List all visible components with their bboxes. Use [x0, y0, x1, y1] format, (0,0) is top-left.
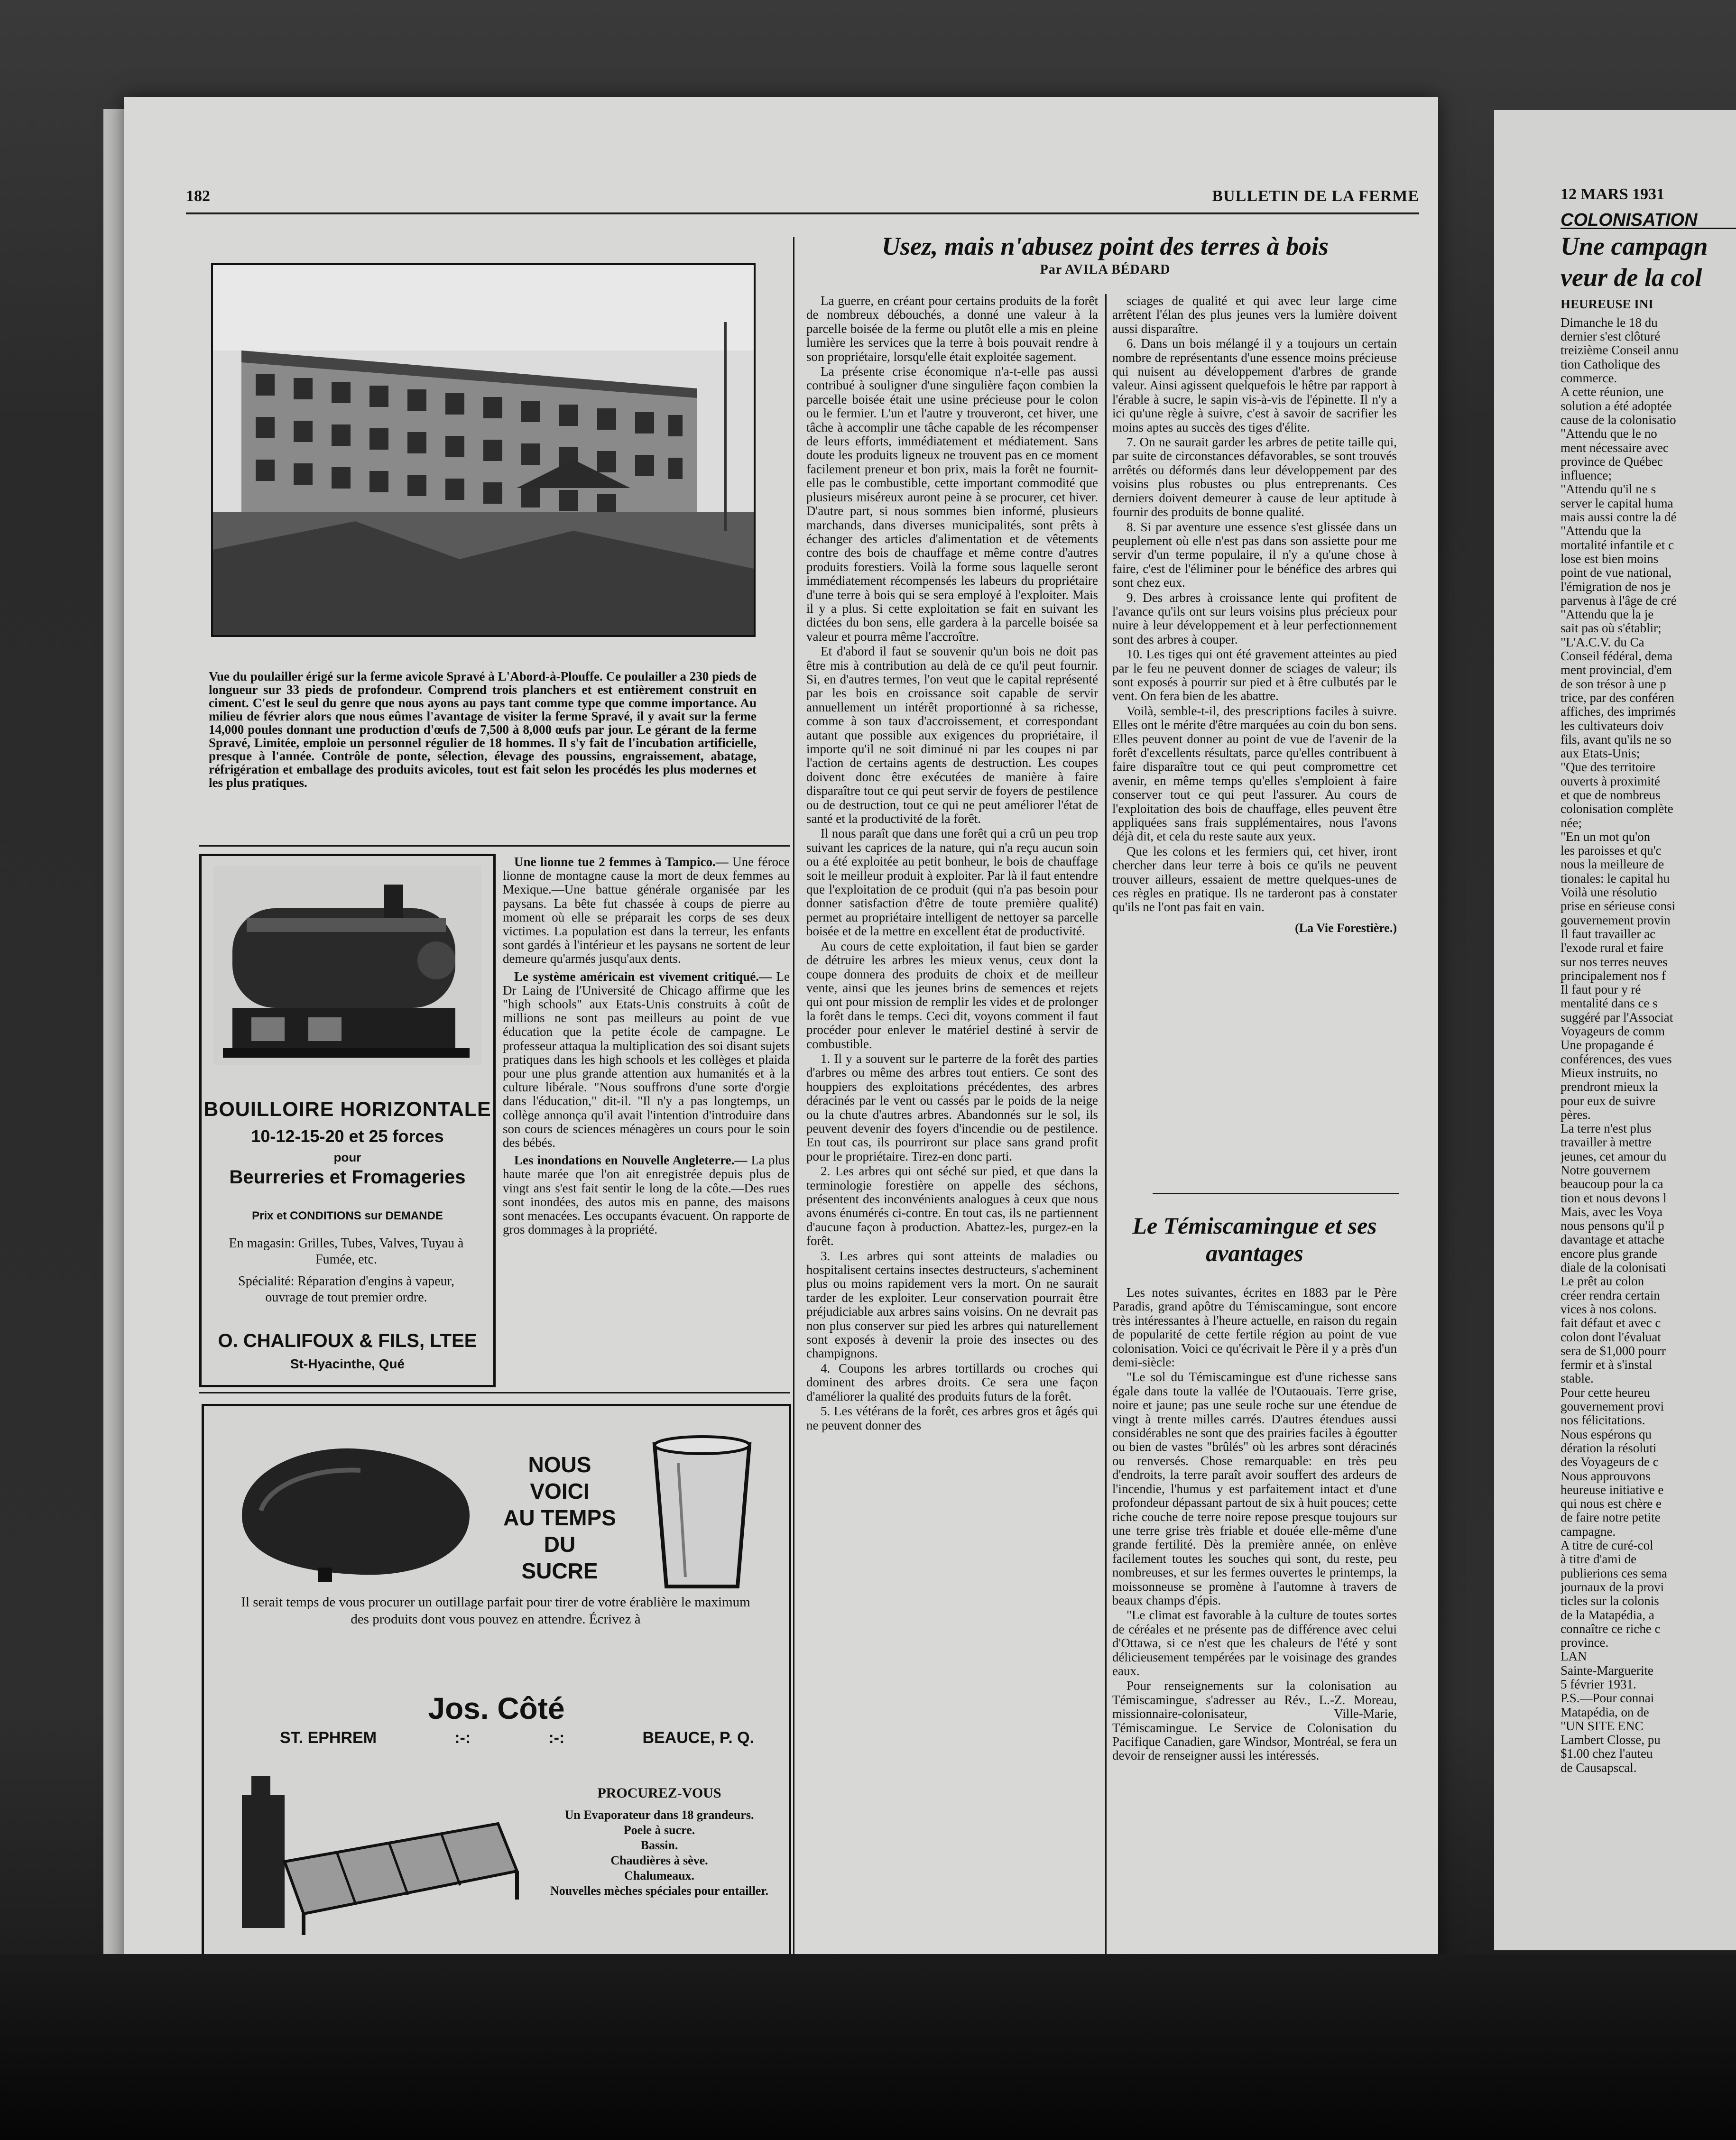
text-line: parvenus à l'âge de cré: [1561, 593, 1677, 608]
text-line: fermir et à s'instal: [1561, 1357, 1653, 1372]
text-line: qui nous est chère e: [1561, 1496, 1662, 1511]
facing-page-column: [1561, 187, 1736, 1775]
text-line: La terre n'est plus: [1561, 1121, 1652, 1136]
text-line: "Que des territoire: [1561, 760, 1655, 775]
ad-address: [280, 1729, 754, 1747]
ad-product-list: [545, 1786, 773, 1899]
page-number: 182: [186, 187, 210, 205]
evaporator-illustration: [232, 1776, 526, 1937]
paragraph: "Le climat est favorable à la culture de toutes sortes de céréales et ne présente pas de différence avec celui d'Ottawa, si ce n'est que les chaleurs de l'été y sont délicieusement tempérées par le voisinage des grandes eaux.: [1112, 1608, 1397, 1678]
ad-boiler-company: O. CHALIFOUX & FILS, LTEE: [218, 1330, 477, 1351]
text-line: A cette réunion, une: [1561, 385, 1664, 399]
text-line: journaux de la provi: [1561, 1579, 1664, 1594]
address-separator: :-:: [548, 1729, 565, 1747]
text-line: "En un mot qu'on: [1561, 829, 1651, 844]
text-line: nos félicitations.: [1561, 1413, 1645, 1428]
text-line: stable.: [1561, 1371, 1594, 1386]
product-item: Bassin.: [640, 1838, 678, 1852]
section-rule: [199, 1392, 790, 1393]
news-body: Le Dr Laing de l'Université de Chicago affirme que les "high schools" aux Etats-Unis construits à coût de millions ne sont pas meilleurs au point de vue éducation que la petite école de campagne. Le professeur attaqua la multiplication des soi disant sujets pratiques dans les high schools et les collèges et plaida pour une plus grande attention aux humanités et à la culture libérale. "Nous souffrons d'une sorte d'orgie dans l'éducation," dit-il. "Il n'y a pas longtemps, un collège annonça qu'il avait l'intention d'introduire dans son cours de sciences ménagères un cours pour le soin des bébés.: [503, 969, 790, 1150]
news-title: Une lionne tue 2 femmes à Tampico.—: [514, 855, 729, 869]
facing-page-headline: Une campagn: [1561, 231, 1708, 260]
paragraph: Au cours de cette exploitation, il faut bien se garder de détruire les arbres les mieux venus, ceux dont la coupe donnera des produits de choix et de meilleur vente, ainsi que les jeunes brins de semences et rejets qui ont pour mission de remplir les vides et de prolonger la forêt dans le temps. Ceci dit, voyons comment il faut procéder pour enlever le matériel destiné à servir de combustible.: [806, 939, 1098, 1051]
text-line: point de vue national,: [1561, 565, 1671, 580]
article-woodlot-col1: [806, 294, 1098, 1432]
text-line: à titre d'ami de: [1561, 1552, 1637, 1567]
text-line: Une propagande é: [1561, 1038, 1654, 1052]
text-line: dernier s'est clôturé: [1561, 329, 1661, 344]
text-line: 5 février 1931.: [1561, 1677, 1636, 1691]
article-woodlot-heading: [806, 232, 1404, 282]
sugar-pan-illustration: [232, 1435, 479, 1587]
text-line: colon dont l'évaluat: [1561, 1329, 1661, 1344]
paragraph: 6. Dans un bois mélangé il y a toujours un certain nombre de représentants d'une essence moins précieuse qui nuisent au développement d'arbres de grande valeur. Ainsi agissent quelquefois le hêtre par rapport à l'érable à sucre, le sapin vis-à-vis de l'épinette. Il n'y a ici qu'une règle à suivre, c'est à savoir de sacrifier les moins aptes au succès des tiges d'élite.: [1112, 336, 1397, 434]
text-line: et que de nombreus: [1561, 787, 1661, 802]
text-line: Il faut travailler ac: [1561, 926, 1656, 941]
text-line: aux Etats-Unis;: [1561, 746, 1640, 761]
text-line: Voilà une résolutio: [1561, 885, 1657, 900]
text-line: mentalité dans ce s: [1561, 996, 1658, 1011]
text-line: pères.: [1561, 1107, 1591, 1122]
paragraph: 4. Coupons les arbres tortillards ou croches qui dominent des arbres droits. Ce sera une façon d'améliorer la qualité des produits futurs de la forêt.: [806, 1361, 1098, 1403]
text-line: vices à nos colons.: [1561, 1301, 1657, 1316]
address-town: ST. EPHREM: [280, 1729, 377, 1747]
paragraph: Que les colons et les fermiers qui, cet hiver, iront chercher dans leur terre à bois ce qu'ils ne peuvent trouver ailleurs, essaient de mettre quelques-unes de ces règles en pratique. Ils ne tarderont pas à constater qu'ils ne l'ont pas fait en vain.: [1112, 844, 1397, 914]
facing-page-section: COLONISATION: [1561, 213, 1736, 229]
text-line: Nous espérons qu: [1561, 1427, 1652, 1441]
text-line: province de Québec: [1561, 454, 1663, 469]
text-line: beaucoup pour la ca: [1561, 1177, 1663, 1191]
text-line: Le prêt au colon: [1561, 1274, 1644, 1289]
text-line: encore plus grande: [1561, 1246, 1657, 1261]
ad-boiler-for: pour: [333, 1150, 361, 1164]
text-line: Notre gouvernem: [1561, 1163, 1651, 1177]
text-line: ticles sur la colonis: [1561, 1594, 1659, 1608]
product-item: Chaudières à sève.: [610, 1854, 708, 1867]
text-line: gouvernement provin: [1561, 913, 1671, 927]
slogan-line: SUCRE: [521, 1559, 598, 1583]
text-line: "Attendu que la je: [1561, 607, 1654, 622]
text-line: Dimanche le 18 du: [1561, 315, 1658, 330]
text-line: Mais, avec les Voya: [1561, 1204, 1662, 1219]
text-line: "UN SITE ENC: [1561, 1718, 1644, 1733]
news-body: La plus haute marée que l'on ait enregistrée depuis plus de vingt ans s'est fait sentir le long de la côte.—Des rues sont inondées, des autos mis en panne, des maisons sont menacées. Les occupants évacuent. On rapporte de gros dommages à la propriété.: [503, 1153, 790, 1237]
paragraph: 5. Les vétérans de la forêt, ces arbres gros et âgés qui ne peuvent donner des: [806, 1404, 1098, 1432]
text-line: de la Matapédia, a: [1561, 1607, 1654, 1622]
boiler-illustration: [213, 866, 481, 1065]
text-line: lose est bien moins: [1561, 551, 1659, 566]
paragraph: La présente crise économique n'a-t-elle pas aussi contribué à souligner d'une singulière façon combien la parcelle boisée était une usine précieuse pour le colon ou le fermier. L'un et l'autre y trouveront, cet hiver, une tâche à accomplir une tâche capable de les récompenser de leurs efforts, immédiatement et médiatement. Sans doute les produits ligneux ne trouvent pas en ce moment facilement preneur et bon prix, mais la forêt ne fournit-elle pas le combustible, cette important commodité que plusieurs miséreux auront peine à se procurer, cet hiver. D'autre part, si nous sommes bien informé, plusieurs marchands, dans diverses municipalités, sont prêts à échanger des articles d'alimentation et de vêtements contre des bois de chauffage et même contre d'autres produits forestiers. Voilà la forme sous laquelle seront immédiatement récompensés les labeurs du propriétaire d'une terre à bois qui se sera employé à l'exploiter. Mais il y a plus. Si cette exploitation se fait en suivant les dictées du bon sens, elle gardera à la parcelle boisée sa valeur et pourra même l'accroître.: [806, 364, 1098, 644]
text-line: treizième Conseil annu: [1561, 343, 1679, 358]
text-line: cause de la colonisatio: [1561, 412, 1676, 427]
paragraph: Il nous paraît que dans une forêt qui a crû un peu trop suivant les caprices de la nature, qui n'a reçu aucun soin ou a été exploitée au petit bonheur, le bois de chauffage soit le meilleur produit à exploiter. Par là il faut entendre que l'exploitation de ce produit (qui n'a pas besoin pour donner satisfaction d'être de toute première qualité) permet au propriétaire intelligent de nettoyer sa parcelle boisée et de la mettre en excellent état de productivité.: [806, 826, 1098, 939]
ad-boiler-target: Beurreries et Fromageries: [229, 1167, 466, 1188]
text-line: l'exode rural et faire: [1561, 941, 1663, 955]
ad-boiler-power: 10-12-15-20 et 25 forces: [251, 1126, 444, 1146]
product-list-title: PROCUREZ-VOUS: [597, 1785, 721, 1801]
paragraph: 10. Les tiges qui ont été gravement atteintes au pied par le feu ne peuvent donner de sciages de valeur; ils sont exposés à pourrir sur pied et à être culbutés par le vent. On fera bien de les abattre.: [1112, 647, 1397, 703]
address-region: BEAUCE, P. Q.: [642, 1729, 754, 1747]
header-rule: [186, 212, 1419, 214]
column-rule: [793, 237, 794, 1959]
text-line: $1.00 chez l'auteu: [1561, 1746, 1653, 1761]
text-line: tion Catholique des: [1561, 357, 1660, 371]
news-briefs: [503, 855, 790, 1236]
photo-caption: Vue du poulailler érigé sur la ferme avicole Spravé à L'Abord-à-Plouffe. Ce poulailler a 230 pieds de longueur sur 33 pieds de profondeur. Comprend trois planchers et est entièrement construit en ciment. C'est le seul du genre que nous ayons au pays tant comme type que comme importance. Au milieu de février alors que nous eûmes l'avantage de visiter la ferme Spravé, il y avait sur la ferme 14,000 poules donnant une production d'œufs de 7,500 à 8,000 œufs par jour. Le gérant de la ferme Spravé, Limitée, emploie un personnel régulier de 18 hommes. Il s'y fait de l'incubation artificielle, presque à l'année. Contrôle de ponte, sélection, élevage des poussins, engraissement, abatage, réfrigération et emballage des produits avicoles, tout est fait selon les procédés les plus modernes et les plus pratiques.: [209, 669, 757, 790]
article-temiscamingue-title: Le Témiscamingue et ses avantages: [1132, 1212, 1377, 1266]
text-line: de Causapscal.: [1561, 1760, 1637, 1775]
article-woodlot-col2: [1112, 294, 1397, 935]
text-line: publierions ces sema: [1561, 1566, 1667, 1580]
text-line: ouverts à proximité: [1561, 774, 1660, 788]
text-line: affiches, des imprimés: [1561, 704, 1676, 719]
text-line: A titre de curé-col: [1561, 1538, 1653, 1553]
text-line: dération la résoluti: [1561, 1440, 1657, 1455]
journal-title: BULLETIN DE LA FERME: [1212, 187, 1419, 205]
section-rule: [199, 845, 790, 847]
text-line: ment provincial, d'em: [1561, 663, 1672, 677]
text-line: Pour cette heureu: [1561, 1385, 1650, 1400]
slogan-line: DU: [544, 1532, 576, 1557]
text-line: heureuse initiative e: [1561, 1482, 1664, 1497]
text-line: trice, par des conféren: [1561, 690, 1674, 705]
paragraph: La guerre, en créant pour certains produits de la forêt de nombreux débouchés, a donné une valeur à la parcelle boisée de la ferme ou plutôt elle a mis en pleine lumière les services que la terre à bois pouvait rendre à son propriétaire, lorsqu'elle était exploitée sagement.: [806, 294, 1098, 364]
text-line: server le capital huma: [1561, 496, 1673, 510]
text-line: de son trésor à une p: [1561, 676, 1666, 691]
text-line: de faire notre petite: [1561, 1510, 1661, 1525]
paragraph: sciages de qualité et qui avec leur large cime arrêtent l'élan des plus jeunes vers la lumière doivent aussi disparaître.: [1112, 294, 1397, 336]
text-line: sait pas où s'établir;: [1561, 621, 1662, 636]
product-item: Poele à sucre.: [623, 1823, 695, 1837]
text-line: campagne.: [1561, 1524, 1616, 1539]
ad-boiler-title: BOUILLOIRE HORIZONTALE: [203, 1098, 491, 1121]
text-line: les paroisses et qu'c: [1561, 843, 1662, 858]
ad-slogan: [489, 1451, 631, 1584]
product-item: Nouvelles mèches spéciales pour entailler.: [550, 1884, 768, 1898]
text-line: tionales: le capital hu: [1561, 871, 1670, 886]
poultry-house-photo: [211, 263, 756, 637]
news-title: Les inondations en Nouvelle Angleterre.—: [514, 1153, 748, 1168]
ad-boiler-prices: Prix et CONDITIONS sur DEMANDE: [252, 1209, 443, 1222]
text-line: province.: [1561, 1635, 1609, 1650]
text-line: prendront mieux la: [1561, 1079, 1658, 1094]
text-line: l'émigration de nos je: [1561, 579, 1671, 594]
page-header: [186, 187, 1419, 211]
facing-page-date: 12 MARS 1931: [1561, 185, 1665, 203]
section-rule: [1153, 1193, 1399, 1194]
text-line: gouvernement provi: [1561, 1399, 1664, 1414]
paragraph: 2. Les arbres qui ont séché sur pied, et que dans la terminologie forestière on appelle des séchons, présentent des inconvénients analogues à ceux que nous avons énumérés ci-contre. En tout cas, ils ne partiennent d'aucune façon à production. Abattez-les, purgez-en la forêt.: [806, 1164, 1098, 1248]
text-line: "L'A.C.V. du Ca: [1561, 635, 1644, 649]
article-temiscamingue: [1112, 1212, 1397, 1763]
text-line: née;: [1561, 815, 1582, 830]
text-line: Nous approuvons: [1561, 1468, 1651, 1483]
slogan-line: AU TEMPS: [503, 1505, 616, 1530]
text-line: "Attendu que le no: [1561, 426, 1657, 441]
product-item: Chalumeaux.: [624, 1869, 695, 1882]
address-separator: :-:: [454, 1729, 471, 1747]
text-line: "Attendu que la: [1561, 524, 1641, 538]
text-line: prise en sérieuse consi: [1561, 899, 1676, 913]
slogan-line: NOUS: [528, 1452, 591, 1477]
text-line: travailler à mettre: [1561, 1135, 1652, 1150]
text-line: Il faut pour y ré: [1561, 982, 1641, 997]
text-line: tion et nous devons l: [1561, 1190, 1667, 1205]
text-line: mais aussi contre la dé: [1561, 510, 1677, 525]
paragraph: 1. Il y a souvent sur le parterre de la forêt des parties d'arbres ou même des arbres tout entiers. Ce sont des houppiers des exploitations précédentes, des arbres déracinés par le vent ou cassés par le poids de la neige ou la chute d'autres arbres. Abandonnés sur le sol, ils peuvent devenir des foyers d'incendie ou de pestilence. En tout cas, ils pourriront sur place sans grand profit pour le propriétaire. Tirez-en donc parti.: [806, 1051, 1098, 1163]
product-item: Un Evaporateur dans 18 grandeurs.: [564, 1808, 754, 1822]
news-body: Une féroce lionne de montagne cause la mort de deux femmes au Mexique.—Une battue générale organisée par les paysans. La bête fut chassée à coups de pierre au moment où elle se préparait les corps de ses deux victimes. La population est dans la terreur, les enfants sont gardés à l'intérieur et les paysans ne sortent de leur demeure qu'armés jusqu'aux dents.: [503, 855, 790, 966]
text-line: créer rendra certain: [1561, 1288, 1660, 1302]
text-line: influence;: [1561, 468, 1612, 483]
facing-page-headline: veur de la col: [1561, 263, 1702, 292]
paragraph: 7. On ne saurait garder les arbres de petite taille qui, par suite de circonstances défavorables, se sont trouvés arrêtés ou déformés dans leur développement par des voisins plus robustes ou plus entreprenants. Ces derniers doivent demeurer à cause de leur aptitude à fournir des produits de bonne qualité.: [1112, 435, 1397, 519]
text-line: les cultivateurs doiv: [1561, 718, 1664, 733]
text-line: mortalité infantile et c: [1561, 537, 1674, 552]
text-line: connaître ce riche c: [1561, 1621, 1661, 1636]
column-rule: [1105, 294, 1107, 1954]
text-line: ment nécessaire avec: [1561, 440, 1669, 455]
sap-bucket-illustration: [650, 1435, 754, 1591]
paragraph: 9. Des arbres à croissance lente qui profitent de l'avance qu'ils ont sur leurs voisins plus précieux pour nuire à leur développement et à leur perfectionnement sont des arbres à couper.: [1112, 590, 1397, 646]
maple-sugar-advertisement: [202, 1404, 791, 1964]
ad-boiler-stock: En magasin: Grilles, Tubes, Valves, Tuyau à Fumée, etc.: [229, 1236, 464, 1267]
ad-pitch: Il serait temps de vous procurer un outillage parfait pour tirer de votre érablière le maximum des produits dont vous pouvez en attendre. Écrivez à: [241, 1595, 750, 1627]
text-line: sur nos terres neuves: [1561, 954, 1668, 969]
text-line: nous pensons qu'il p: [1561, 1218, 1664, 1233]
news-title: Le système américain est vivement critiqué.—: [514, 969, 772, 984]
paragraph: Et d'abord il faut se souvenir qu'un bois ne doit pas être mis à contribution au delà de ce qu'il peut fournir. Si, en d'autres termes, l'on veut que le capital représenté par les bois en croissance soit capable de servir annuellement un intérêt proportionné à sa richesse, comme à son taux d'accroissement, et correspondant autant que possible aux exigences du propriétaire, il importe qu'il ne soit diminué ni par les coupes ni par l'action de certains agents de destruction. Les coupes doivent donc être exécutées de manière à faire disparaître tout ce qui peut servir de foyers de pestilence ou de destruction, tout ce qui ne peut améliorer l'état de santé et la productivité de la forêt.: [806, 644, 1098, 826]
text-line: conférences, des vues: [1561, 1052, 1672, 1066]
paragraph: "Le sol du Témiscamingue est d'une richesse sans égale dans toute la vallée de l'Outaouais. Terre grise, noire et jaune; pas une seule roche sur une étendue de vingt à trente milles carrés. D'autres étendues aussi considérables ne sont que des prairies faciles à égoutter ou bien de vastes "brûlés" où les arbres sont déracinés ou renversés. Chose remarquable: en très peu d'endroits, la terre paraît avoir souffert des ardeurs de l'incendie, l'humus y est parfaitement intact et d'une profondeur dépassant partout de six à huit pouces; cette riche couche de terre noire repose presque toujours sur une terre grise très friable et douée elle-même d'une grande fertilité. Dès la première année, on enlève facilement toutes les souches qui sont, du reste, peu nombreuses, et sur les fermes ouvertes le printemps, la moissonneuse se promène à l'automne à travers de beaux champs d'épis.: [1112, 1370, 1397, 1607]
paragraph: Voilà, semble-t-il, des prescriptions faciles à suivre. Elles ont le mérite d'être marquées au coin du bon sens. Elles peuvent donner au point de vue de l'avenir de la forêt d'excellents résultats, parce qu'elles contribuent à faire disparaître tout ce qui peut compromettre cet avenir, en même temps qu'elles s'emploient à faire conserver tout ce qui peut l'assurer. Au cours de l'exploitation des bois de chauffage, elles peuvent être appliquées sans frais supplémentaires, nous l'avons déjà dit, et cela du reste saute aux yeux.: [1112, 703, 1397, 844]
text-line: suggéré par l'Associat: [1561, 1010, 1673, 1024]
article-woodlot-title: Usez, mais n'abusez point des terres à bois: [881, 232, 1329, 260]
paragraph: 3. Les arbres qui sont atteints de maladies ou hospitalisent certains insectes destructeurs, s'acheminent plus ou moins rapidement vers la mort. On ne saurait tarder de les exploiter. Leur conservation pourrait être préjudiciable aux arbres sains voisins. On ne devrait pas non plus conserver sur pied les arbres qui naturellement sont exposés à devenir la proie des insectes ou des champignons.: [806, 1248, 1098, 1361]
text-line: fils, avant qu'ils ne so: [1561, 732, 1671, 747]
text-line: P.S.—Pour connai: [1561, 1691, 1654, 1706]
scan-bottom-shadow: [0, 1954, 1736, 2140]
text-line: solution a été adoptée: [1561, 398, 1672, 413]
text-line: LAN: [1561, 1649, 1587, 1664]
text-line: Matapédia, on de: [1561, 1705, 1649, 1719]
facing-page-text: [1561, 316, 1736, 1775]
ad-boiler-city: St-Hyacinthe, Qué: [290, 1356, 405, 1371]
text-line: Lambert Closse, pu: [1561, 1733, 1661, 1747]
text-line: Voyageurs de comm: [1561, 1024, 1665, 1039]
text-line: davantage et attache: [1561, 1232, 1664, 1247]
text-line: colonisation complète: [1561, 802, 1673, 816]
text-line: Mieux instruits, no: [1561, 1065, 1658, 1080]
boiler-advertisement: [199, 854, 496, 1387]
text-line: Conseil fédéral, dema: [1561, 649, 1673, 664]
text-line: diale de la colonisati: [1561, 1260, 1666, 1275]
paragraph: 8. Si par aventure une essence s'est glissée dans un peuplement où elle n'est pas dans son assiette pour me servir d'un terme populaire, il n'y a qu'une chose à faire, c'est de l'éliminer pour le bénéfice des arbres qui sont chez eux.: [1112, 519, 1397, 590]
paragraph: Les notes suivantes, écrites en 1883 par le Père Paradis, grand apôtre du Témiscamingue, sont encore très intéressantes à l'heure actuelle, en raison du regain de popularité de cette fertile région au point de vue colonisation. Voici ce qu'écrivait le Père il y a près d'un demi-siècle:: [1112, 1285, 1397, 1370]
text-line: des Voyageurs de c: [1561, 1455, 1659, 1469]
slogan-line: VOICI: [530, 1479, 590, 1504]
text-line: Sainte-Marguerite: [1561, 1663, 1653, 1678]
page-edge: [103, 109, 127, 1968]
text-line: fait défaut et avec c: [1561, 1316, 1661, 1330]
text-line: sera de $1,000 pourr: [1561, 1343, 1666, 1358]
article-source: (La Vie Forestière.): [1295, 921, 1397, 935]
ad-boiler-specialty: Spécialité: Réparation d'engins à vapeur, ouvrage de tout premier ordre.: [238, 1274, 454, 1305]
text-line: pour eux de suivre: [1561, 1093, 1656, 1108]
article-woodlot-byline: Par AVILA BÉDARD: [1040, 262, 1171, 277]
facing-page-subhead: HEUREUSE INI: [1561, 296, 1653, 311]
text-line: "Attendu qu'il ne s: [1561, 482, 1656, 497]
text-line: jeunes, cet amour du: [1561, 1149, 1667, 1163]
text-line: principalement nos f: [1561, 968, 1666, 983]
text-line: nous la meilleure de: [1561, 857, 1664, 872]
paragraph: Pour renseignements sur la colonisation au Témiscamingue, s'adresser au Rév., L.-Z. Moreau, missionnaire-colonisateur, Ville-Marie, Témiscamingue. Le Service de Colonisation du Pacifique Canadien, gare Windsor, Montréal, se fera un devoir de renseigner aussi les intéressés.: [1112, 1679, 1397, 1763]
ad-brand: Jos. Côté: [428, 1691, 565, 1725]
text-line: commerce.: [1561, 371, 1617, 386]
